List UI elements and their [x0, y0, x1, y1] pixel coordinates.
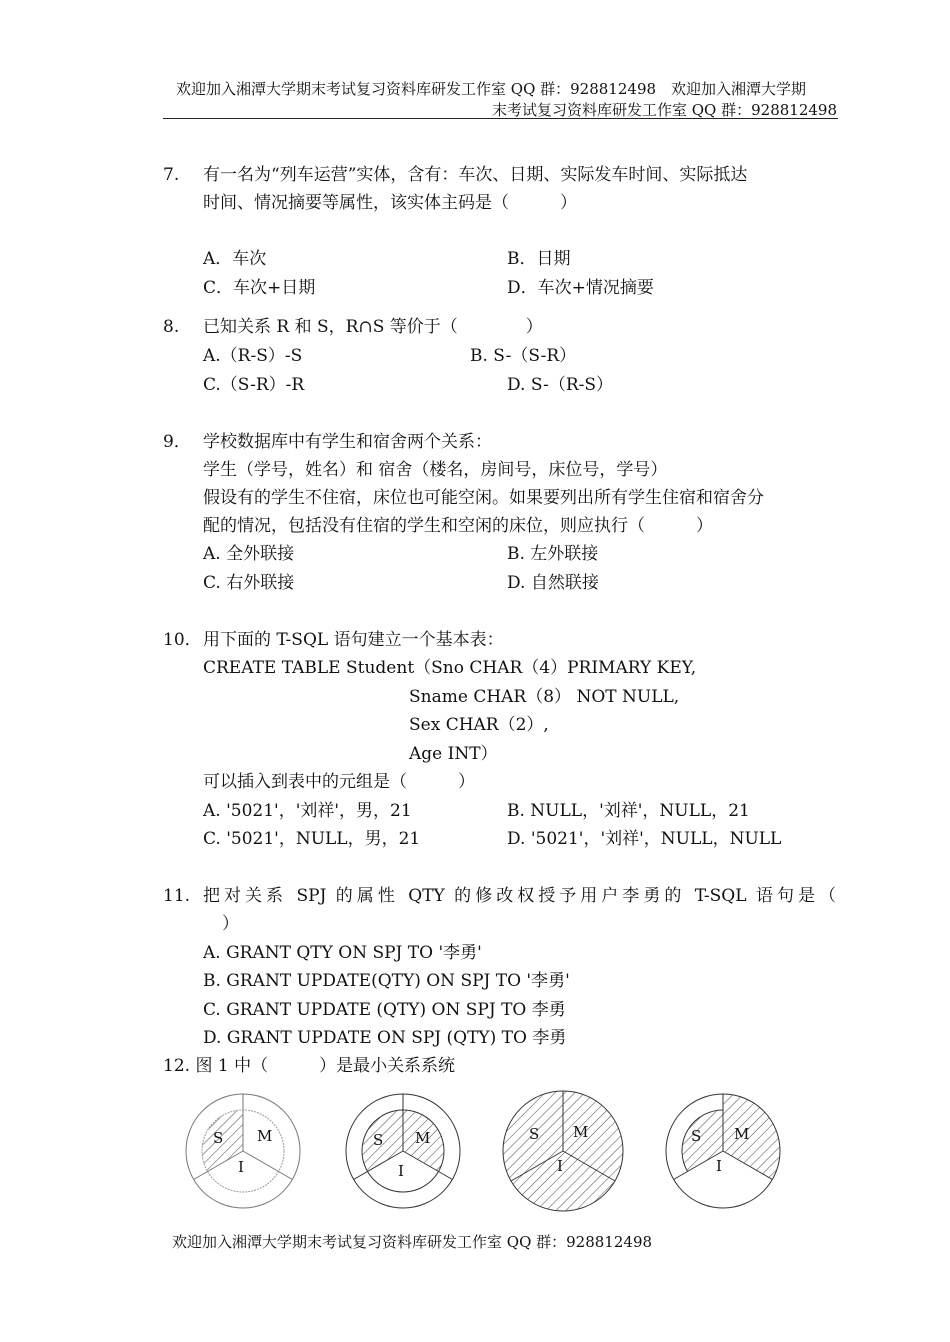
- label-s: S: [213, 1129, 224, 1147]
- label-i: I: [557, 1157, 563, 1175]
- label-i: I: [238, 1158, 244, 1176]
- label-i: I: [716, 1157, 722, 1175]
- option-c: C.（S-R）-R: [203, 375, 305, 395]
- option-c: C. '5021'，NULL，男，21: [203, 829, 421, 849]
- question-text: 假设有的学生不住宿，床位也可能空闲。如果要列出所有学生住宿和宿舍分: [203, 488, 764, 508]
- question-text: 把对关系 SPJ 的属性 QTY 的修改权授予用户李勇的 T-SQL 语句是（: [203, 886, 836, 906]
- question-text: 用下面的 T-SQL 语句建立一个基本表：: [203, 630, 504, 650]
- option-a: A. '5021'，'刘祥'，男，21: [203, 801, 412, 821]
- footer: 欢迎加入湘潭大学期末考试复习资料库研发工作室 QQ 群：928812498: [172, 1233, 653, 1251]
- option-c: C. 右外联接: [203, 573, 295, 593]
- question-text: 时间、情况摘要等属性，该实体主码是（ ）: [203, 193, 577, 213]
- question-text: ）: [222, 914, 239, 934]
- option-a: A. GRANT QTY ON SPJ TO '李勇': [203, 943, 482, 963]
- label-m: M: [734, 1125, 750, 1143]
- code-line: CREATE TABLE Student（Sno CHAR（4）PRIMARY KEY,: [203, 658, 697, 678]
- question-number: 7.: [163, 165, 180, 185]
- diagram-1: [186, 1094, 300, 1208]
- label-m: M: [573, 1123, 589, 1141]
- code-line: Age INT）: [409, 744, 498, 764]
- option-b: B. GRANT UPDATE(QTY) ON SPJ TO '李勇': [203, 971, 570, 991]
- option-d: D．车次+情况摘要: [507, 278, 654, 298]
- question-12-text: 12. 图 1 中（ ）是最小关系系统: [163, 1056, 456, 1076]
- question-text: 有一名为“列车运营”实体，含有：车次、日期、实际发车时间、实际抵达: [203, 165, 748, 185]
- question-number: 10．: [163, 630, 202, 650]
- option-d: D. '5021'，'刘祥'，NULL，NULL: [507, 829, 782, 849]
- option-c: C．车次+日期: [203, 278, 316, 298]
- option-b: B. S-（S-R）: [470, 346, 577, 366]
- option-b: B. 左外联接: [507, 544, 599, 564]
- label-m: M: [257, 1127, 273, 1145]
- option-a: A.（R-S）-S: [203, 346, 303, 366]
- question-text: 可以插入到表中的元组是（ ）: [203, 772, 475, 792]
- option-d: D. GRANT UPDATE ON SPJ (QTY) TO 李勇: [203, 1028, 567, 1048]
- option-c: C. GRANT UPDATE (QTY) ON SPJ TO 李勇: [203, 1000, 566, 1020]
- question-number: 11.: [163, 886, 191, 906]
- code-line: Sname CHAR（8） NOT NULL,: [409, 687, 680, 707]
- option-b: B．日期: [507, 249, 571, 269]
- header-line-1: 欢迎加入湘潭大学期末考试复习资料库研发工作室 QQ 群：928812498 欢迎加入湘潭大学期: [176, 80, 807, 98]
- diagram-2: [346, 1094, 460, 1208]
- option-b: B. NULL，'刘祥'，NULL，21: [507, 801, 750, 821]
- option-d: D. S-（R-S）: [507, 375, 614, 395]
- label-s: S: [691, 1127, 702, 1145]
- question-number: 8.: [163, 317, 180, 337]
- option-a: A．车次: [203, 249, 267, 269]
- option-d: D. 自然联接: [507, 573, 599, 593]
- question-number: 9．: [163, 432, 191, 452]
- header-line-2: 末考试复习资料库研发工作室 QQ 群：928812498: [491, 101, 837, 119]
- relational-system-figure: [180, 1088, 800, 1218]
- label-s: S: [529, 1125, 540, 1143]
- code-line: Sex CHAR（2）,: [409, 715, 549, 735]
- label-m: M: [415, 1129, 431, 1147]
- question-text: 学生（学号，姓名）和 宿舍（楼名，房间号，床位号，学号）: [203, 460, 668, 480]
- diagram-4: [666, 1094, 780, 1208]
- label-i: I: [398, 1162, 404, 1180]
- option-a: A. 全外联接: [203, 544, 295, 564]
- header-divider: [163, 118, 838, 119]
- question-text: 已知关系 R 和 S，R∩S 等价于（ ）: [203, 317, 543, 337]
- label-s: S: [373, 1131, 384, 1149]
- question-text: 配的情况，包括没有住宿的学生和空闲的床位，则应执行（ ）: [203, 516, 713, 536]
- diagram-3: [503, 1091, 623, 1211]
- question-text: 学校数据库中有学生和宿舍两个关系：: [203, 432, 492, 452]
